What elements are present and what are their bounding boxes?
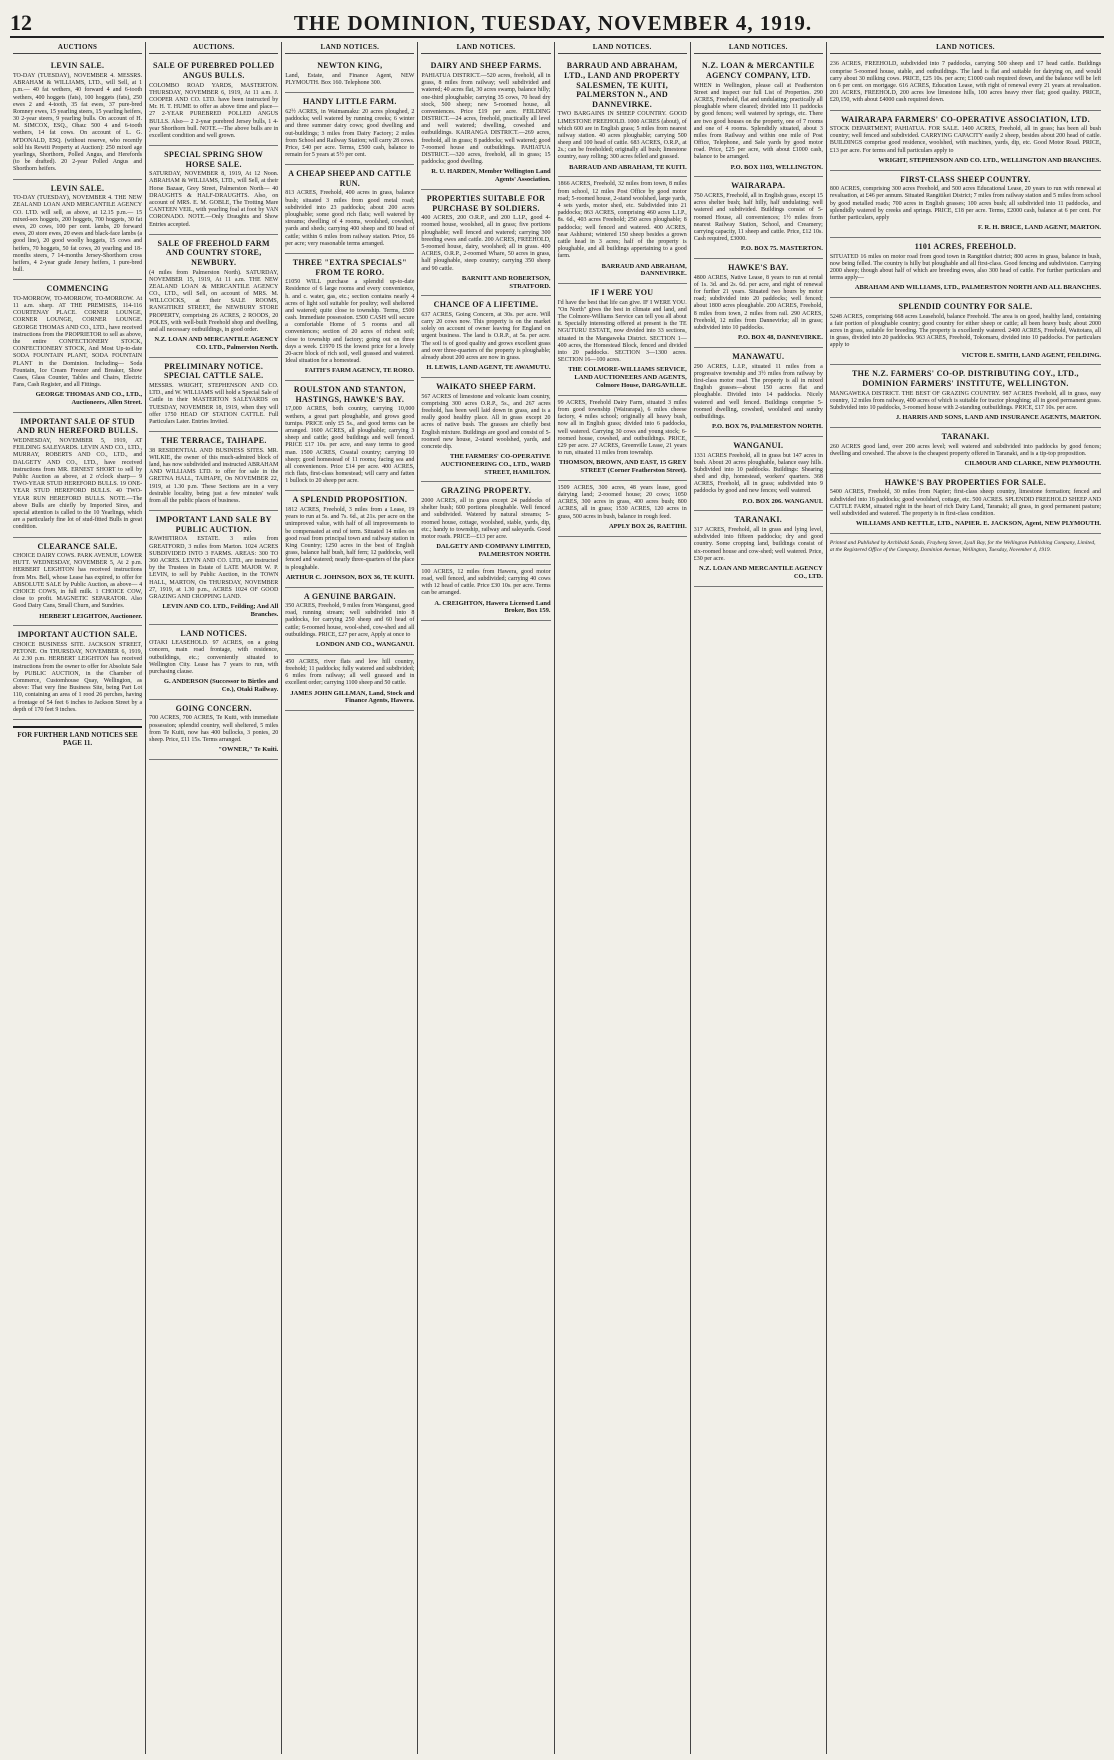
advertisement <box>285 655 414 711</box>
ad-body: 450 ACRES, river flats and low hill country, freehold; 11 paddocks; fully watered and subdivided; 6 miles from railway; all well grassed and in excellent order; carrying 1100 sheep and 50 cattle. <box>285 658 415 687</box>
ad-title: WAIKATO SHEEP FARM. <box>436 382 536 391</box>
advertisement <box>285 254 414 381</box>
ad-title: WAIRARAPA FARMERS' CO-OPERATIVE ASSOCIATION, LTD. <box>840 114 1090 124</box>
ad-signature: LEVIN AND CO. LTD., Feilding; And All Branches. <box>162 603 279 618</box>
column-header: LAND NOTICES. <box>285 42 414 54</box>
advertisement <box>830 171 1101 238</box>
newspaper-title: THE DOMINION, TUESDAY, NOVEMBER 4, 1919. <box>293 11 813 35</box>
advertisement <box>149 700 278 760</box>
advertisement <box>13 626 142 719</box>
advertisement <box>285 381 414 491</box>
ad-signature: DALGETY AND COMPANY LIMITED, PALMERSTON NORTH. <box>436 543 551 558</box>
advertisement <box>830 111 1101 171</box>
ad-body: 38 RESIDENTIAL AND BUSINESS SITES. MR. WILKIE, the owner of this much-admired block of land, has now subdivided and instructed ABRAHAM AND WILLIAMS LTD. to offer for sale in the GRETNA HALL, TAIHAPE, On NOVEMBER 22, 1919, at 1.30 p.m. These Sections are in a very desirable locality, being just a few minutes' walk from all the public places of business. <box>149 447 279 505</box>
advertisement <box>830 365 1101 428</box>
advertisement <box>558 396 687 481</box>
ad-title: PROPERTIES SUITABLE FOR PURCHASE BY SOLDIERS. <box>426 194 546 213</box>
ad-signature: G. ANDERSON (Successor to Birtles and Co.), Otaki Railway. <box>163 678 279 694</box>
advertisement <box>285 165 414 254</box>
ad-signature: WRIGHT, STEPHENSON AND CO. LTD., WELLINGTON AND BRANCHES. <box>878 156 1102 164</box>
ad-body: 5248 ACRES, comprising 668 acres Leasehold, balance Freehold. The area is on good, healthy land, containing a fair portion of ploughable country; good country for either sheep or cattle; all been heavy bush; about 2000 acres in grass, suitable for breeding. The property is excellently watered. 2400 ACRES, Freehold, Waitotara, all in grass, divided into 20 paddocks. 963 ACRES, Freehold, Tokomaru, divided into 10 paddocks. For particulars apply to <box>829 313 1102 349</box>
column-5 <box>555 42 691 1754</box>
ad-body: PAHIATUA DISTRICT.—520 acres, freehold, all in grass, 8 miles from railway; well subdivided and watered; 40 acres flat, 30 acres swamp, balance hilly; one-third ploughable; carrying 35 cows, 70 head dry stock, 500 sheep; new 5-roomed house, all conveniences. Price £19 per acre. FEILDING DISTRICT.—24 acres, freehold, practically all level and well watered; dwelling, cowshed and outbuildings. KAIRANGA DISTRICT.—269 acres, freehold, all in grass; 8 paddocks; well watered; good 7-roomed house and outbuildings. PAHIATUA DISTRICT.—320 acres, freehold, all in grass; 15 paddocks; good dwelling. <box>421 72 551 166</box>
ad-title: IMPORTANT SALE OF STUD AND RUN HEREFORD BULLS. <box>17 416 139 436</box>
ad-signature: P.O. BOX 206. WANGANUI. <box>742 497 823 505</box>
column-header: AUCTIONS <box>13 42 142 54</box>
ad-signature: FAITH'S FARM AGENCY, TE RORO. <box>304 367 415 375</box>
ad-signature: WILLIAMS AND KETTLE, LTD., NAPIER. E. JACKSON, Agent, NEW PLYMOUTH. <box>855 520 1102 528</box>
ad-body: STOCK DEPARTMENT, PAHIATUA. FOR SALE. 1400 ACRES, Freehold, all in grass; has been all bush country; well fenced and subdivided. CARRYING CAPACITY easily 2 sheep, besides about 200 head of cattle. BUILDINGS comprise good residence, woolshed, with machines, yards, dip, etc. Good Motor Road. PRICE, £13 per acre. For terms and full particulars apply to <box>829 126 1102 154</box>
ad-signature: J. HARRIS AND SONS, LAND AND INSURANCE AGENTS, MARTON. <box>895 414 1102 422</box>
advertisement <box>558 284 687 396</box>
ad-title: PRELIMINARY NOTICE. SPECIAL CATTLE SALE. <box>163 361 264 381</box>
ad-title: A CHEAP SHEEP AND CATTLE RUN. <box>288 169 412 188</box>
ad-body: 800 ACRES, comprising 300 acres Freehold, and 500 acres Educational Lease, 20 years to run with renewal at revaluation, at £46 per annum. Situated Rangitikei District; 7 miles from railway station and 5 miles from school by good metalled roads; 700 acres in English grasses; 100 acres bush; all subdivided into 11 paddocks, and splendidly watered by creeks and springs. PRICE, £18 per acre. Terms, £2000 cash, balance at 6 per cent. For further particulars, apply <box>829 186 1102 221</box>
ad-title: IF I WERE YOU <box>590 288 654 298</box>
column-header: LAND NOTICES. <box>421 42 550 54</box>
ad-title: A SPLENDID PROPOSITION. <box>292 495 408 505</box>
advertisement <box>149 432 278 511</box>
advertisement <box>830 428 1101 474</box>
ad-title: COMMENCING <box>46 284 109 294</box>
advertisement <box>694 511 823 586</box>
ad-title: HAWKE'S BAY PROPERTIES FOR SALE. <box>884 477 1047 487</box>
ad-body: Land, Estate, and Finance Agent, NEW PLYMOUTH. Box 160. Telephone 300. <box>285 72 415 87</box>
ad-body: COLOMBO ROAD YARDS, MASTERTON. THURSDAY, NOVEMBER 6, 1919, At 11 a.m. J. COOPER AND CO. LTD. have been instructed by Mr. H. T. HUME to offer as above time and place— 27 2-YEAR PUREBRED POLLED ANGUS BULLS. Also— 2 2-year purebred Jersey bulls, 1 4-year Shorthorn bull. NOTE.—The above bulls are in excellent condition and well grown. <box>149 82 279 139</box>
ad-title: HAWKE'S BAY. <box>728 263 789 273</box>
advertisement <box>694 348 823 437</box>
ad-body: 1509 ACRES, 300 acres, 48 years lease, good dairying land; 2-roomed house; 20 cows; 1050 ACRES, 300 acres in grass, 400 acres bush; 800 ACRES, all in grass; 1530 ACRES, 120 acres in grass, 500 acres in bush, balance in rough feed. <box>557 484 687 520</box>
ad-signature: N.Z. LOAN AND MERCANTILE AGENCY CO., LTD. <box>698 564 823 580</box>
ad-body: 400 ACRES, 200 O.R.P., and 200 L.I.P., good 4-roomed house, woolshed, all in grass; five portions ploughable; well fenced and watered; carrying 300 breeding ewes and cattle. 200 ACRES, FREEHOLD, 5-roomed house, dairy, woolshed; all in grass. 400 ACRES, O.R.P., 2-roomed Whare, 50 acres in grass, half ploughable, steep country; carrying 350 sheep and 90 cattle. <box>421 215 551 272</box>
ad-signature: ARTHUR C. JOHNSON, BOX 36, TE KUITI. <box>285 573 415 581</box>
advertisement <box>830 57 1101 110</box>
ad-signature: THE FARMERS' CO-OPERATIVE AUCTIONEERING CO., LTD., WARD STREET, HAMILTON. <box>440 453 551 476</box>
ad-signature: P.O. BOX 75. MASTERTON. <box>740 245 823 253</box>
ad-title: SALE OF PUREBRED POLLED ANGUS BULLS. <box>152 61 275 80</box>
ad-title: GRAZING PROPERTY. <box>440 486 532 496</box>
ad-title: 1101 ACRES, FREEHOLD. <box>914 241 1017 251</box>
ad-title: IMPORTANT AUCTION SALE. <box>17 630 138 640</box>
ad-body: RAWHITIROA ESTATE. 3 miles from GREATFORD, 3 miles from Marton. 1024 ACRES SUBDIVIDED INTO 3 FARMS. AREAS: 300 TO 360 ACRES. LEVIN AND CO. LTD., are instructed by the Trustees in Estate of LATE MAJOR W. P. LEVIN, to sell by Public Auction, in the TOWN HALL, MARTON, On THURSDAY, NOVEMBER 27, 1919, at 1.30 p.m., ACRES 1024 OF GOOD GRAZING AND CROPPING LAND. <box>149 536 279 600</box>
ad-title: CHANCE OF A LIFETIME. <box>433 300 539 310</box>
column-4 <box>418 42 554 1754</box>
advertisement <box>285 491 414 587</box>
ad-body: TO-DAY (TUESDAY), NOVEMBER 4. MESSRS. ABRAHAM & WILLIAMS, LTD., will Sell, at 1 p.m.— 40 fat wethers, 40 forward 4 and 6-tooth wethers, 400 hoggets (fats), 100 hoggets (fats), 250 ewes 2 and 4-tooth, 35 fat ewes, 37 pure-bred Romney ewes, 15 yearling steers, 15 yearling heifers, 30 2-year steers, 9 yearling bulls. On account of H. M. SIMCOX, ESQ., Ohau: 500 4 and 6-tooth wethers, 14 fat cows. On account of L. G. M'DONALD, ESQ. (without reserve, who recently sold his Rewiti Property at Auction): 250 mixed age yearlings, Shorthorn, Polled Angus, and Herefords (to be drafted). 20 2-year Polled Angus and Shorthorn heifers. <box>13 72 143 173</box>
ad-signature: THOMSON, BROWN, AND EAST, 15 GREY STREET (Corner Featherston Street). <box>558 459 687 475</box>
ad-body: WHEN in Wellington, please call at Featherston Street and inspect our full List of Properties. 290 ACRES, Freehold, flat and undulating; practically all ploughable where cleared; divided into 11 paddocks by good fences; well watered by springs, etc. There are two good houses on the property, one of 7 rooms and one of 4 rooms. Splendidly situated, about 3 miles from Railway and within one mile of Post Office, Telephone, and Sale yards by good motor road. Price, £25 per acre, with about £1000 cash, balance to be arranged. <box>693 82 823 161</box>
column-header: AUCTIONS. <box>149 42 278 54</box>
ad-body: I'd have the best that life can give. IF I WERE YOU. "On North" gives the best in climate and land, and The Colmore-Williams Service can tell you all about it. Specially interesting offered at present is the TE NGUTURU ESTATE, now divided into 33 sections, situated in the Mangaweka District. SECTION 1—400 acres, the Homestead Block, fenced and divided into 20 paddocks. SECTION 3—1300 acres. SECTION 16—100 acres. <box>557 299 687 364</box>
ad-signature: R. U. HARDEN, Member Wellington Land Agents' Association. <box>431 168 551 184</box>
ad-signature: N.Z. LOAN AND MERCANTILE AGENCY CO. LTD., Palmerston North. <box>154 336 279 352</box>
advertisement <box>285 588 414 655</box>
advertisement <box>149 57 278 146</box>
column-header: LAND NOTICES. <box>694 42 823 54</box>
advertisement <box>830 474 1101 534</box>
advertisement <box>421 378 550 482</box>
ad-signature: A. CREIGHTON, Hawera Licensed Land Broker, Box 159. <box>434 599 551 615</box>
masthead <box>10 6 1104 38</box>
ad-title: A GENUINE BARGAIN. <box>303 591 396 601</box>
ad-title: WANGANUI. <box>733 440 784 450</box>
advertisement <box>149 235 278 358</box>
ad-signature: "OWNER," Te Kuiti. <box>218 746 279 754</box>
column-header: LAND NOTICES. <box>558 42 687 54</box>
ad-title: IMPORTANT LAND SALE BY PUBLIC AUCTION. <box>155 515 272 534</box>
ad-body: 317 ACRES, Freehold, all in grass and lying level, subdivided into fifteen paddocks; dry and good country. Some cropping land, buildings consist of six-roomed house and cow-shed; well watered. Price, £30 per acre. <box>693 527 823 562</box>
advertisement <box>694 259 823 348</box>
ad-title: GOING CONCERN. <box>175 703 252 713</box>
ad-title: ROULSTON AND STANTON, HASTINGS, HAWKE'S BAY. <box>293 385 406 404</box>
ad-signature: JAMES JOHN GILLMAN, Land, Stock and Finance Agents, Hawera. <box>290 689 415 705</box>
advertisement <box>13 413 142 538</box>
ad-signature: BARRAUD AND ABRAHAM, DANNEVIRKE. <box>601 262 687 278</box>
ad-signature: GEORGE THOMAS AND CO., LTD., Auctioneers, Allen Street. <box>35 391 143 407</box>
ad-body: TO-DAY (TUESDAY), NOVEMBER 4. THE NEW ZEALAND LOAN AND MERCANTILE AGENCY CO. LTD. will sell, as above, at 12.15 p.m.— 15 mixed-sex hoggets, 200 hoggets, 700 hoggets, 30 fat ewes, 20 cows, 100 per cent. lambs, 20 forward ewes, 20 store ewes, 20 ewes and black-face lambs (a good line), 20 good woolly hoggets, 15 cows and heifers, 70 hoggets, 50 fat cows, 20 yearling and 18-months steers, 7 14-months Jersey-Shorthorn cross heifers, 4 2-year grade Jersey heifers, 1 pure-bred bull. <box>13 195 143 274</box>
ad-body: 637 ACRES, Going Concern, at 30s. per acre. Will carry 20 cows now. This property is on the market solely on account of owner leaving for England on urgent business. The land is O.R.P., at 5s. per acre. The soil is of good quality and grows excellent grass and over three-quarters of the property is ploughable; already about 200 acres are now in grass. <box>421 311 551 362</box>
advertisement <box>694 437 823 512</box>
advertisement <box>421 296 550 378</box>
ad-body: 290 ACRES, L.I.P., situated 11 miles from a progressive township and 3½ miles from railway by first-class motor road. The property is all in mixed English grasses—about 150 acres flat and ploughable. Divided into 14 paddocks. Nicely watered and well fenced. Buildings comprise 5-roomed dwelling, cowshed, woolshed and sundry outbuildings. <box>693 363 823 420</box>
advertisement <box>285 93 414 165</box>
ad-signature: P.O. BOX 76, PALMERSTON NORTH. <box>711 423 823 431</box>
ad-signature: BARNITT AND ROBERTSON, STRATFORD. <box>461 274 551 290</box>
ad-title: NEWTON KING, <box>317 61 383 71</box>
columns-container <box>10 42 1104 1754</box>
ad-body: 1812 ACRES, Freehold, 3 miles from a Lease, 19 years to run at 5s. and 7s. 6d., at 21s. per acre on the unimproved value, with half of all improvements to be compensated at end of term. Situated 14 miles on good road from principal town and railway station in King Country; 1250 acres in the best of English grass, balance half bush, half fern; 12 paddocks, well fenced and watered; nearly three-quarters of the place is ploughable. <box>285 507 415 571</box>
ad-body: TO-MORROW, TO-MORROW, TO-MORROW. At 11 a.m. sharp. AT THE PREMISES, 114-116 COURTENAY PLACE. CORNER LOUNGE, CORNER LOUNGE, CORNER LOUNGE. GEORGE THOMAS AND CO., LTD., have received instructions from the PROPRIETOR to sell as above, the entire CONFECTIONERY STOCK, CONFECTIONERY STOCK, And Most Up-to-date SODA FOUNTAIN PLANT, SODA FOUNTAIN PLANT in the Dominion. Including— Soda Fountain, Ice Cream Freezer and Breaker, Show Cases, Glass Counter, Tables and Chairs, Electric Fans, Cash Register, and all Fittings. <box>13 295 143 389</box>
ad-body: 567 ACRES of limestone and volcanic loam country, comprising 300 acres O.R.P., 5s., and 267 acres freehold, has been well laid down in grass, and is a really good healthy place. All in grass except 20 acres of native bush. The grasses are chiefly best English mixture. Buildings are good and consist of 5-roomed new house, 2-stand woolshed, yards, and concrete dip. <box>421 393 551 450</box>
ad-title: SALE OF FREEHOLD FARM AND COUNTRY STORE, NEWBURY. <box>157 238 270 267</box>
ad-body: 1331 ACRES Freehold, all in grass but 147 acres in bush. About 20 acres ploughable, balance easy hills. Subdivided into 10 paddocks. Buildings: Shearing shed and dip, homestead, workers' quarters. 368 ACRES, Freehold, all in grass; subdivided into 9 paddocks by good and new fences; well watered. <box>693 452 823 495</box>
ad-body: CHOICE DAIRY COWS. PARK AVENUE, LOWER HUTT. WEDNESDAY, NOVEMBER 5, At 2 p.m. HERBERT LEIGHTON has received instructions from Mrs. Bell, whose Lease has expired, to offer for ABSOLUTE SALE by Public Auction, as above— 4 CHOICE COWS, in full milk. 1 CHOICE COW, close to profit. MAGNETIC SEPARATOR. Also Good Dairy Cans, Small Churn, and Sundries. <box>13 553 143 610</box>
ad-body: 2000 ACRES, all in grass except 24 paddocks of shelter bush; 600 portions ploughable. Well fenced and subdivided. Watered by natural streams; 5-roomed house, cottage, woolshed, stable, yards, dip, etc.; handy to township, railway and saleyards. Good motor roads. PRICE—£13 per acre. <box>421 498 551 541</box>
ad-signature: H. LEWIS, LAND AGENT, TE AWAMUTU. <box>426 364 551 372</box>
ad-body: (4 miles from Palmerston North). SATURDAY, NOVEMBER 15, 1919, At 11 a.m. THE NEW ZEALAND LOAN & MERCANTILE AGENCY CO., LTD., will Sell, on account of MRS. M. WILLCOCKS, at their SALE ROOMS, RANGITIKEI STREET, the NEWBURY STORE PROPERTY, comprising 26 ACRES, 2 ROODS, 20 POLES, with well-built Freehold shop and dwelling, and all necessary outbuildings, in good order. <box>149 269 279 334</box>
advertisement <box>830 298 1101 365</box>
ad-body: CHOICE BUSINESS SITE. JACKSON STREET, PETONE. On THURSDAY, NOVEMBER 6, 1919, At 2.30 p.m. HERBERT LEIGHTON has received instructions from the owner to offer for Absolute Sale by PUBLIC AUCTION, in the Chamber of Commerce, Customhouse Quay, Wellington, as above: That very fine Business Site, being Part Lot 110, containing an area of 1 rood 26 perches, having a frontage of 54 feet 6 inches to Jackson Street by a depth of 170 feet 9 inches. <box>13 642 143 713</box>
ad-body: WEDNESDAY, NOVEMBER 5, 1919, AT FEILDING SALEYARDS. LEVIN AND CO., LTD., MURRAY, ROBERTS AND CO., LTD., and DALGETY AND CO., LTD., have received instructions from MR. ERNEST SHORT to sell by Public Auction as above, at 2 o'clock sharp— 9 TWO-YEAR STUD HEREFORD BULLS. 19 ONE-YEAR STUD HEREFORD BULLS. 40 TWO-YEAR RUN HEREFORD BULLS. NOTE.—The above Bulls are chiefly by Imported Sires, and special attention is called to the 10 Yearlings, which are a particularly fine lot of stud-fitted Bulls in great condition. <box>13 438 143 531</box>
ad-title: MANAWATU. <box>732 352 785 362</box>
ad-body: MESSRS. WRIGHT, STEPHENSON AND CO. LTD., and W. WILLIAMS will hold a Special Sale of Cattle in their MASTERTON SALEYARDS on TUESDAY, NOVEMBER 18, 1919, when they will offer 1750 HEAD OF STATION CATTLE. Full Particulars Later. Entries Invited. <box>149 383 279 425</box>
ad-title: LEVIN SALE. <box>50 183 105 193</box>
ad-body: 4800 ACRES, Native Lease, 8 years to run at rental of 1s. 3d. and 2s. 6d. per acre, and right of renewal for further 21 years. Situated two hours by motor road; subdivided into 20 paddocks; well fenced; about 1800 acres ploughable. 200 ACRES, Freehold, 8 miles from town, 2 miles from rail. 290 ACRES, Freehold, 12 miles from Dannevirke; all in grass; subdivided into 10 paddocks. <box>693 274 823 332</box>
ad-body: 750 ACRES, Freehold, all in English grass, except 15 acres shelter bush; half hilly, half undulating; well watered and subdivided. Buildings consist of 5-roomed House, all conveniences; 1½ miles from nearest Railway Station, School, and Creamery; carrying capacity, 11 sheep and cattle. Price, £12 10s. Cash required, £3000. <box>693 193 823 243</box>
ad-title: TARANAKI. <box>734 515 783 525</box>
advertisement <box>149 146 278 235</box>
page-number: 12 <box>10 10 32 35</box>
advertisement <box>285 57 414 93</box>
ad-title: DAIRY AND SHEEP FARMS. <box>430 61 542 71</box>
ad-body: 1866 ACRES, Freehold, 32 miles from town, 8 miles from school, 12 miles Post Office by good motor road; 5-roomed house, 2-stand woolshed, large yards, 4 sets yards, motor shed, etc. Subdivided into 21 paddocks; 863 ACRES, comprising 460 acres L.I.P., 8s. 6d., 403 acres Freehold; 250 acres ploughable; 8 paddocks; well fenced and watered. 400 ACRES, near Ashhurst; wintered 150 sheep besides a grown cattle head in 3 acres; half of the property is ploughable, and all buildings appertaining to a good farm. <box>557 181 687 260</box>
advertisement <box>558 177 687 284</box>
column-7 <box>827 42 1104 1754</box>
ad-title: CLEARANCE SALE. <box>37 541 118 551</box>
advertisement <box>830 238 1101 298</box>
ad-body: 260 ACRES good land, over 200 acres level; well watered and subdivided into paddocks by good fences; dwelling and cowshed. The above is the cheapest property offered in Taranaki, and is a tip-top proposition. <box>829 443 1102 457</box>
ad-body: TWO BARGAINS IN SHEEP COUNTRY. GOOD LIMESTONE FREEHOLD. 1000 ACRES (about), of which 600 are in English grass; 5 miles from nearest railway station. 40 acres ploughable; carrying 500 sheep and 100 head of cattle. 683 ACRES, O.R.P., at 2s.; can be freeholded; originally all bush; limestone country, easy rolling; 300 acres felled and grassed. <box>557 111 687 161</box>
advertisement <box>421 190 550 296</box>
ad-body: 5400 ACRES, Freehold, 30 miles from Napier; first-class sheep country, limestone formation; fenced and subdivided into 16 paddocks; good woolshed, cottage, etc. 500 ACRES. SPLENDID FREEHOLD SHEEP AND CATTLE FARM, situated right in the heart of rich Dairy Land, Taranaki; all grass, in good permanent pasture; well subdivided and watered. The property is in first-class condition. <box>829 489 1102 517</box>
ad-signature: VICTOR E. SMITH, LAND AGENT, FEILDING. <box>961 351 1102 359</box>
column-footer-note: FOR FURTHER LAND NOTICES SEE PAGE 11. <box>13 726 142 748</box>
ad-signature: F. R. H. BRICE, LAND AGENT, MARTON. <box>977 224 1102 232</box>
advertisement <box>421 565 550 621</box>
column-1 <box>10 42 146 1754</box>
ad-signature: LONDON AND CO., WANGANUI. <box>315 641 415 649</box>
ad-title: THE TERRACE, TAIHAPE. <box>160 436 267 446</box>
advertisement <box>558 57 687 177</box>
advertisement <box>694 57 823 177</box>
ad-body: OTAKI LEASEHOLD. 97 ACRES, on a going concern, main road frontage, with residence, outbuildings, etc.; conveniently situated to Wellington City. Lease has 7 years to run, with purchasing clause. <box>149 640 279 676</box>
ad-body: 62½ ACRES, in Waimamaku: 20 acres ploughed, 2 paddocks; well watered by running creeks; 6 winter and three summer dairy cows; good dwelling and out-buildings; 3 miles from Dairy Factory; 2 miles from School and Railway Station; will carry 28 cows. Price, £40 per acre. Terms, £500 cash, balance to remain for 5 years at 5½ per cent. <box>285 108 415 159</box>
column-3 <box>282 42 418 1754</box>
ad-body: MANGAWEKA DISTRICT. THE BEST OF GRAZING COUNTRY. 987 ACRES Freehold, all in grass, easy country, 12 miles from railway, 400 acres of which is suitable for tractor ploughing; all in good permanent grass. Subdivided into 10 paddocks, 3-roomed house with 2-standing outbuildings. PRICE, £17 10s. per acre. <box>829 390 1102 412</box>
ad-signature: P.O. BOX 48, DANNEVIRKE. <box>738 334 823 342</box>
column-6 <box>691 42 827 1754</box>
advertisement <box>13 538 142 627</box>
ad-signature: HERBERT LEIGHTON, Auctioneer. <box>39 612 143 620</box>
ad-title: FIRST-CLASS SHEEP COUNTRY. <box>900 174 1031 184</box>
ad-title: WAIRARAPA. <box>731 181 786 191</box>
ad-title: LEVIN SALE. <box>50 61 105 71</box>
ad-title: TARANAKI. <box>941 432 990 441</box>
advertisement <box>149 511 278 624</box>
ad-title: N.Z. LOAN & MERCANTILE AGENCY COMPANY, LTD. <box>701 61 815 80</box>
column-header: LAND NOTICES. <box>830 42 1101 54</box>
advertisement <box>13 57 142 179</box>
ad-body: 813 ACRES, Freehold, 400 acres in grass, balance bush; situated 3 miles from good metal road; subdivided into 23 paddocks; about 200 acres ploughable; some good rich flats; well watered by streams; dwelling of 4 rooms, woolshed, cowshed, yards and sheds; carrying 400 sheep and 80 head of cattle; within 6 miles from railway station. Price, £6 per acre; very reasonable terms arranged. <box>285 190 415 247</box>
advertisement <box>13 280 142 413</box>
ad-body: SITUATED 16 miles on motor road from good town in Rangitikei district; 800 acres in grass, balance in bush, now being felled. The country is hilly but ploughable and all first-class. Good fencing and subdivision. Carrying 2000 sheep; though about half of which are breeding ewes, also 300 head of cattle. For further particulars and terms apply— <box>829 253 1102 282</box>
ad-title: LAND NOTICES. <box>180 628 247 638</box>
advertisement <box>421 57 550 190</box>
ad-signature: APPLY BOX 26, RAETIHI. <box>608 522 687 530</box>
advertisement <box>149 625 278 700</box>
ad-body: 350 ACRES, Freehold, 9 miles from Wanganui, good road, running stream; well subdivided into 8 paddocks, for carrying 250 sheep and 60 head of cattle; 6-roomed house, wool-shed, cow-shed and all outbuildings. PRICE, £27 per acre, Apply at once to <box>285 603 415 638</box>
ad-body: 236 ACRES, FREEHOLD, subdivided into 7 paddocks, carrying 500 sheep and 17 head cattle. Buildings comprise 5-roomed house, stable, and outbuildings. The land is flat and suitable for dairying on, and would carry about 30 milking cows. PRICE, £25 10s. per acre; £1000 cash required down, and the balance will be left on 6 per cent. on mortgage. 616 ACRES, Education Lease, with right of renewal every 21 years at revaluation. 201 ACRES, FREEHOLD, 200 acres low limestone hills, 100 acres heavy river flat; good quality. PRICE, £20,150, with about £4000 cash required down. <box>829 61 1102 104</box>
ad-title: SPLENDID COUNTRY FOR SALE. <box>898 302 1033 312</box>
ad-signature: ABRAHAM AND WILLIAMS, LTD., PALMERSTON NORTH AND ALL BRANCHES. <box>854 284 1102 292</box>
ad-signature: BARRAUD AND ABRAHAM, TE KUITI. <box>569 163 687 171</box>
ad-body: 100 ACRES, 12 miles from Hawera, good motor road, well fenced, and subdivided; carrying 40 cows with 12 head of cattle. Price £30 10s. per acre. Terms can be arranged. <box>421 568 551 597</box>
advertisement <box>421 482 550 564</box>
ad-title: THREE "EXTRA SPECIALS" FROM TE RORO. <box>292 257 407 277</box>
ad-signature: THE COLMORE-WILLIAMS SERVICE, LAND AUCTIONEERS AND AGENTS, Colmore House, DARGAVILLE. <box>568 366 687 389</box>
ad-body: 700 ACRES, 700 ACRES, Te Kuiti, with immediate possession; splendid country, well sheltered, 5 miles from Te Kuiti, now has 400 bullocks, 3 ponies, 20 sheep. Price, £11 15s. Terms arranged. <box>149 715 279 743</box>
ad-body: 99 ACRES, Freehold Dairy Farm, situated 3 miles from good township (Wairarapa), 6 miles cheese factory, 4 miles school; originally all heavy bush, now all in English grass; divided into 6 paddocks, well watered. Carrying 30 cows and young stock; 6-roomed house, cowshed, and outbuildings. PRICE, £29 per acre. 27 ACRES, Greenville Lease, 21 years to run, situated 11 miles from township. <box>557 399 687 457</box>
ad-signature: P.O. BOX 1103, WELLINGTON. <box>730 163 823 171</box>
ad-signature: CILMOUR AND CLARKE, NEW PLYMOUTH. <box>964 459 1102 467</box>
advertisement <box>694 177 823 259</box>
advertisement <box>558 481 687 537</box>
ad-body: SATURDAY, NOVEMBER 8, 1919, At 12 Noon. ABRAHAM & WILLIAMS, LTD., will Sell, at their Horse Bazaar, Grey Street, Palmerston North— 40 DRAUGHTS & HALF-DRAUGHTS. Also, on account of MRS. E. M. GOBLE, The Trotting Mare CANTEEN VEIL, with yearling foal at foot by VAN CORONADO. NOTE.—Only Draughts and Show Entries accepted. <box>149 171 279 228</box>
printer-imprint: Printed and Published by Archibald Sando, Frayberg Street, Lyall Bay, for the Wellington Publishing Company, Limited, at the Registered Office of the Company, Dominion Avenue, Wellington, Tuesday, November 4, 1919. <box>829 539 1096 553</box>
ad-title: HANDY LITTLE FARM. <box>303 97 397 107</box>
advertisement <box>149 358 278 432</box>
ad-body: 17,000 ACRES, both country, carrying 10,000 wethers, a great part ploughable, and grows good turnips. PRICE only £5 5s., and good terms can be arranged. 1600 ACRES, all ploughable; carrying 3 sheep and cattle; good buildings and well fenced. PRICE £17 10s. per acre, and easy terms to good man. 1500 ACRES, Coastal country; carrying 10 sheep; good homestead of 11 rooms; facing sea and all conveniences. Price £14 per acre. 400 ACRES, rich flats, first-class homestead; will carry and fatten 1 bullock to 20 sheep per acre. <box>285 406 415 485</box>
ad-body: £1050 WILL purchase a splendid up-to-date Residence of 6 large rooms and every convenience, h. and c. water, gas, etc.; section contains nearly 4 acres of light soil suitable for poultry; well sheltered and watered; quite close to township. Terms, £500 cash. Immediate possession. £500 CASH will secure a comfortable Home of 5 rooms and all conveniences; section of 20 acres of richest soil; close to township and factory; going out on three days a week. £1970 IS the lowest price for a lovely 20-acre block of rich soil, well grassed and watered. Ideal situation for a homestead. <box>285 279 415 365</box>
advertisement <box>13 180 142 281</box>
ad-title: BARRAUD AND ABRAHAM, LTD., LAND AND PROPERTY SALESMEN, TE KUITI, PALMERSTON N., AND DANNEVIRKE. <box>564 61 681 109</box>
ad-title: THE N.Z. FARMERS' CO-OP. DISTRIBUTING COY., LTD., DOMINION FARMERS' INSTITUTE, WELLINGTON. <box>852 369 1079 389</box>
ad-title: SPECIAL SPRING SHOW HORSE SALE. <box>164 150 264 169</box>
column-2 <box>146 42 282 1754</box>
